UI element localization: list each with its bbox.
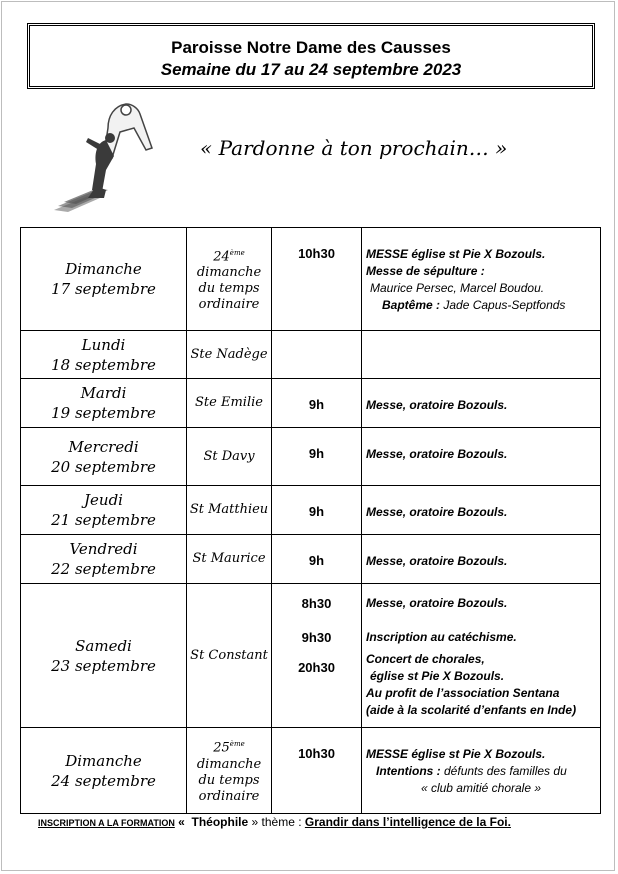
table-row-saturday-23: [21, 584, 601, 728]
time-line: 20h30: [298, 660, 335, 675]
day-name: Samedi: [75, 636, 132, 655]
table-row-wednesday-20: [21, 428, 601, 486]
time-cell: 10h30: [272, 728, 362, 814]
desc-line: église st Pie X Bozouls.: [370, 669, 505, 683]
time-cell: 9h: [272, 486, 362, 535]
day-name: Lundi: [81, 335, 126, 354]
day-date: 20 septembre: [51, 457, 156, 476]
footer-label: INSCRIPTION A LA FORMATION: [38, 818, 175, 828]
table-row-monday-18: [21, 331, 601, 379]
footer-theme: Grandir dans l’intelligence de la Foi.: [304, 815, 511, 829]
saint-cell: Ste Nadège: [187, 331, 272, 379]
time-line: 8h30: [301, 596, 332, 611]
description-cell: [362, 428, 601, 486]
description-cell: [362, 728, 601, 814]
saint-cell: St Constant: [187, 584, 272, 728]
desc-line: Au profit de l’association Sentana: [366, 686, 560, 700]
saint-cell: St Matthieu: [187, 486, 272, 535]
day-date: 22 septembre: [51, 560, 156, 578]
day-name: Dimanche: [65, 260, 142, 278]
desc-line: Messe de sépulture :: [366, 264, 485, 278]
liturgical-day: 25ème dimanche du temps ordinaire: [196, 740, 262, 804]
footer-open-quote: «: [174, 815, 185, 829]
day-cell: [21, 331, 187, 379]
desc-line: Messe, oratoire Bozouls.: [366, 505, 508, 519]
liturgical-day: 24ème dimanche du temps ordinaire: [196, 248, 262, 313]
description-cell: [362, 331, 601, 379]
table-row-friday-22: [21, 535, 601, 584]
desc-line: (aide à la scolarité d’enfants en Inde): [366, 703, 577, 717]
day-cell: [21, 584, 187, 728]
day-cell: [21, 428, 187, 486]
day-cell: [21, 228, 187, 331]
page-title: Paroisse Notre Dame des Causses: [171, 38, 451, 57]
desc-line: Concert de chorales,: [366, 652, 485, 666]
saint-cell: [187, 228, 272, 331]
desc-line: « club amitié chorale »: [420, 781, 542, 795]
desc-line: MESSE église st Pie X Bozouls.: [366, 247, 546, 261]
desc-line: Intentions : défunts des familles du: [376, 764, 567, 778]
page-subtitle: Semaine du 17 au 24 septembre 2023: [160, 60, 462, 79]
desc-line: Baptême : Jade Capus-Septfonds: [382, 298, 566, 312]
day-date: 18 septembre: [51, 355, 156, 374]
description-cell: [362, 584, 601, 728]
time-cell: 9h: [272, 428, 362, 486]
desc-line: Inscription au catéchisme.: [366, 630, 517, 644]
time-cell: [272, 331, 362, 379]
desc-line: Maurice Persec, Marcel Boudou.: [370, 281, 545, 295]
time-cell: 9h: [272, 535, 362, 584]
saint-cell: Ste Emilie: [187, 379, 272, 428]
day-cell: [21, 728, 187, 814]
day-date: 23 septembre: [51, 656, 156, 675]
motto-quote: « Pardonne à ton prochain… »: [200, 136, 508, 160]
day-date: 24 septembre: [51, 771, 156, 790]
saint-cell: St Maurice: [187, 535, 272, 584]
day-date: 17 septembre: [51, 280, 156, 298]
day-date: 21 septembre: [51, 511, 156, 529]
day-name: Vendredi: [69, 540, 138, 558]
weekly-schedule-table: [20, 227, 601, 814]
desc-line: Messe, oratoire Bozouls.: [366, 554, 508, 568]
desc-line: Messe, oratoire Bozouls.: [366, 447, 508, 461]
table-row-sunday-24: [21, 728, 601, 814]
description-cell: [362, 379, 601, 428]
footer-theme-label: » thème :: [248, 815, 305, 829]
table-row-sunday-17: [21, 228, 601, 331]
desc-line: Messe, oratoire Bozouls.: [366, 398, 508, 412]
day-name: Mercredi: [68, 437, 139, 456]
table-row-thursday-21: [21, 486, 601, 535]
day-name: Dimanche: [65, 751, 142, 770]
day-cell: [21, 486, 187, 535]
table-row-tuesday-19: [21, 379, 601, 428]
desc-line: MESSE église st Pie X Bozouls.: [366, 747, 546, 761]
day-date: 19 septembre: [51, 404, 156, 422]
day-name: Mardi: [80, 384, 127, 402]
desc-line: Messe, oratoire Bozouls.: [366, 596, 508, 610]
time-line: 9h30: [301, 630, 332, 645]
description-cell: [362, 228, 601, 331]
footer-note: [38, 815, 511, 829]
kneeling-figure-illustration-icon: [48, 98, 158, 214]
time-cell: [272, 584, 362, 728]
saint-cell: St Davy: [187, 428, 272, 486]
description-cell: [362, 486, 601, 535]
footer-program-name: Théophile: [191, 815, 249, 829]
day-cell: [21, 379, 187, 428]
day-cell: [21, 535, 187, 584]
time-cell: 10h30: [272, 228, 362, 331]
saint-cell: [187, 728, 272, 814]
header-box: [27, 23, 595, 89]
day-name: Jeudi: [84, 491, 123, 509]
time-cell: 9h: [272, 379, 362, 428]
description-cell: [362, 535, 601, 584]
